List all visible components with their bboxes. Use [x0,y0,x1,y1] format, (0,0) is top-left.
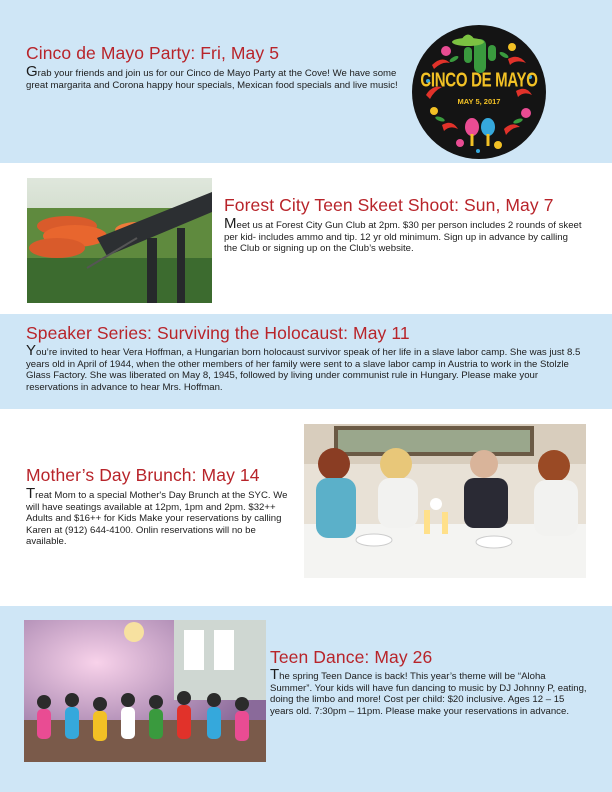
mothers-body-text: reat Mom to a special Mother's Day Brunch at the SYC. We will have seatings available at 12pm, 1pm and 2pm. $32++ Adults and $16++ for Kids Make your reservations by calling Karen at (912) 644-4100. Onlin reservations will no be available. [26,490,288,548]
skeet-body-text: eet us at Forest City Gun Club at 2pm. $30 per person includes 2 rounds of skeet per kid- includes ammo and tip. 12 yr old minimum. Sign up in advance by calling the Club or signing up on the Club’s website. [224,220,582,255]
cinco-title: Cinco de Mayo Party: Fri, May 5 [26,43,280,63]
speaker-body [26,342,586,393]
mothers-drop-cap: T [26,485,36,502]
family-brunch-image [304,424,586,578]
badge-title: CINCO DE MAYO [420,69,538,92]
speaker-body-text: ou’re invited to hear Vera Hoffman, a Hungarian born holocaust survivor speak of her life in a slave labor camp. She was just 8.5 years old in April of 1944, when the other members of her family were sent to a slave labor camp in Austria to work in the Stolzle Glass Factory. She was liberated on May 8, 1945, followed by living under communist rule in Hungary. Please make your reservations in advance to hear Mrs. Hoffman. [26,347,581,393]
mothers-title: Mother’s Day Brunch: May 14 [26,465,260,485]
skeet-drop-cap: M [224,215,237,232]
badge-decoration-icon [412,25,546,159]
dance-body-text: he spring Teen Dance is back! This year’s theme will be “Aloha Summer”. Your kids will have fun dancing to music by DJ Johnny P, eating, doing the limbo and more! Cost per child: $20 inclusive. Ages 12 – 15 years old. 7:30pm – 11pm. Please make your reservations in advance. [270,671,587,717]
badge-date: MAY 5, 2017 [457,97,501,106]
teen-dance-photo [24,620,266,762]
cinco-body-text: rab your friends and join us for our Cinco de Mayo Party at the Cove! We have some great margarita and Corona happy hour specials, Mexican food specials and live music! [26,68,398,91]
skeet-photo [27,178,212,303]
skeet-title: Forest City Teen Skeet Shoot: Sun, May 7 [224,195,554,215]
dance-drop-cap: T [270,666,280,683]
dance-title: Teen Dance: May 26 [270,647,433,667]
cinco-body [26,63,406,91]
speaker-title: Speaker Series: Surviving the Holocaust: May 11 [26,323,410,343]
mothers-day-photo [304,424,586,578]
cinco-de-mayo-badge [412,25,546,159]
speaker-drop-cap: Y [26,342,37,359]
teen-dance-image [24,620,266,762]
dance-body [270,666,588,717]
clay-target-thrower-image [27,178,212,303]
skeet-body [224,215,582,255]
mothers-body [26,485,294,548]
cinco-drop-cap: G [26,63,38,80]
